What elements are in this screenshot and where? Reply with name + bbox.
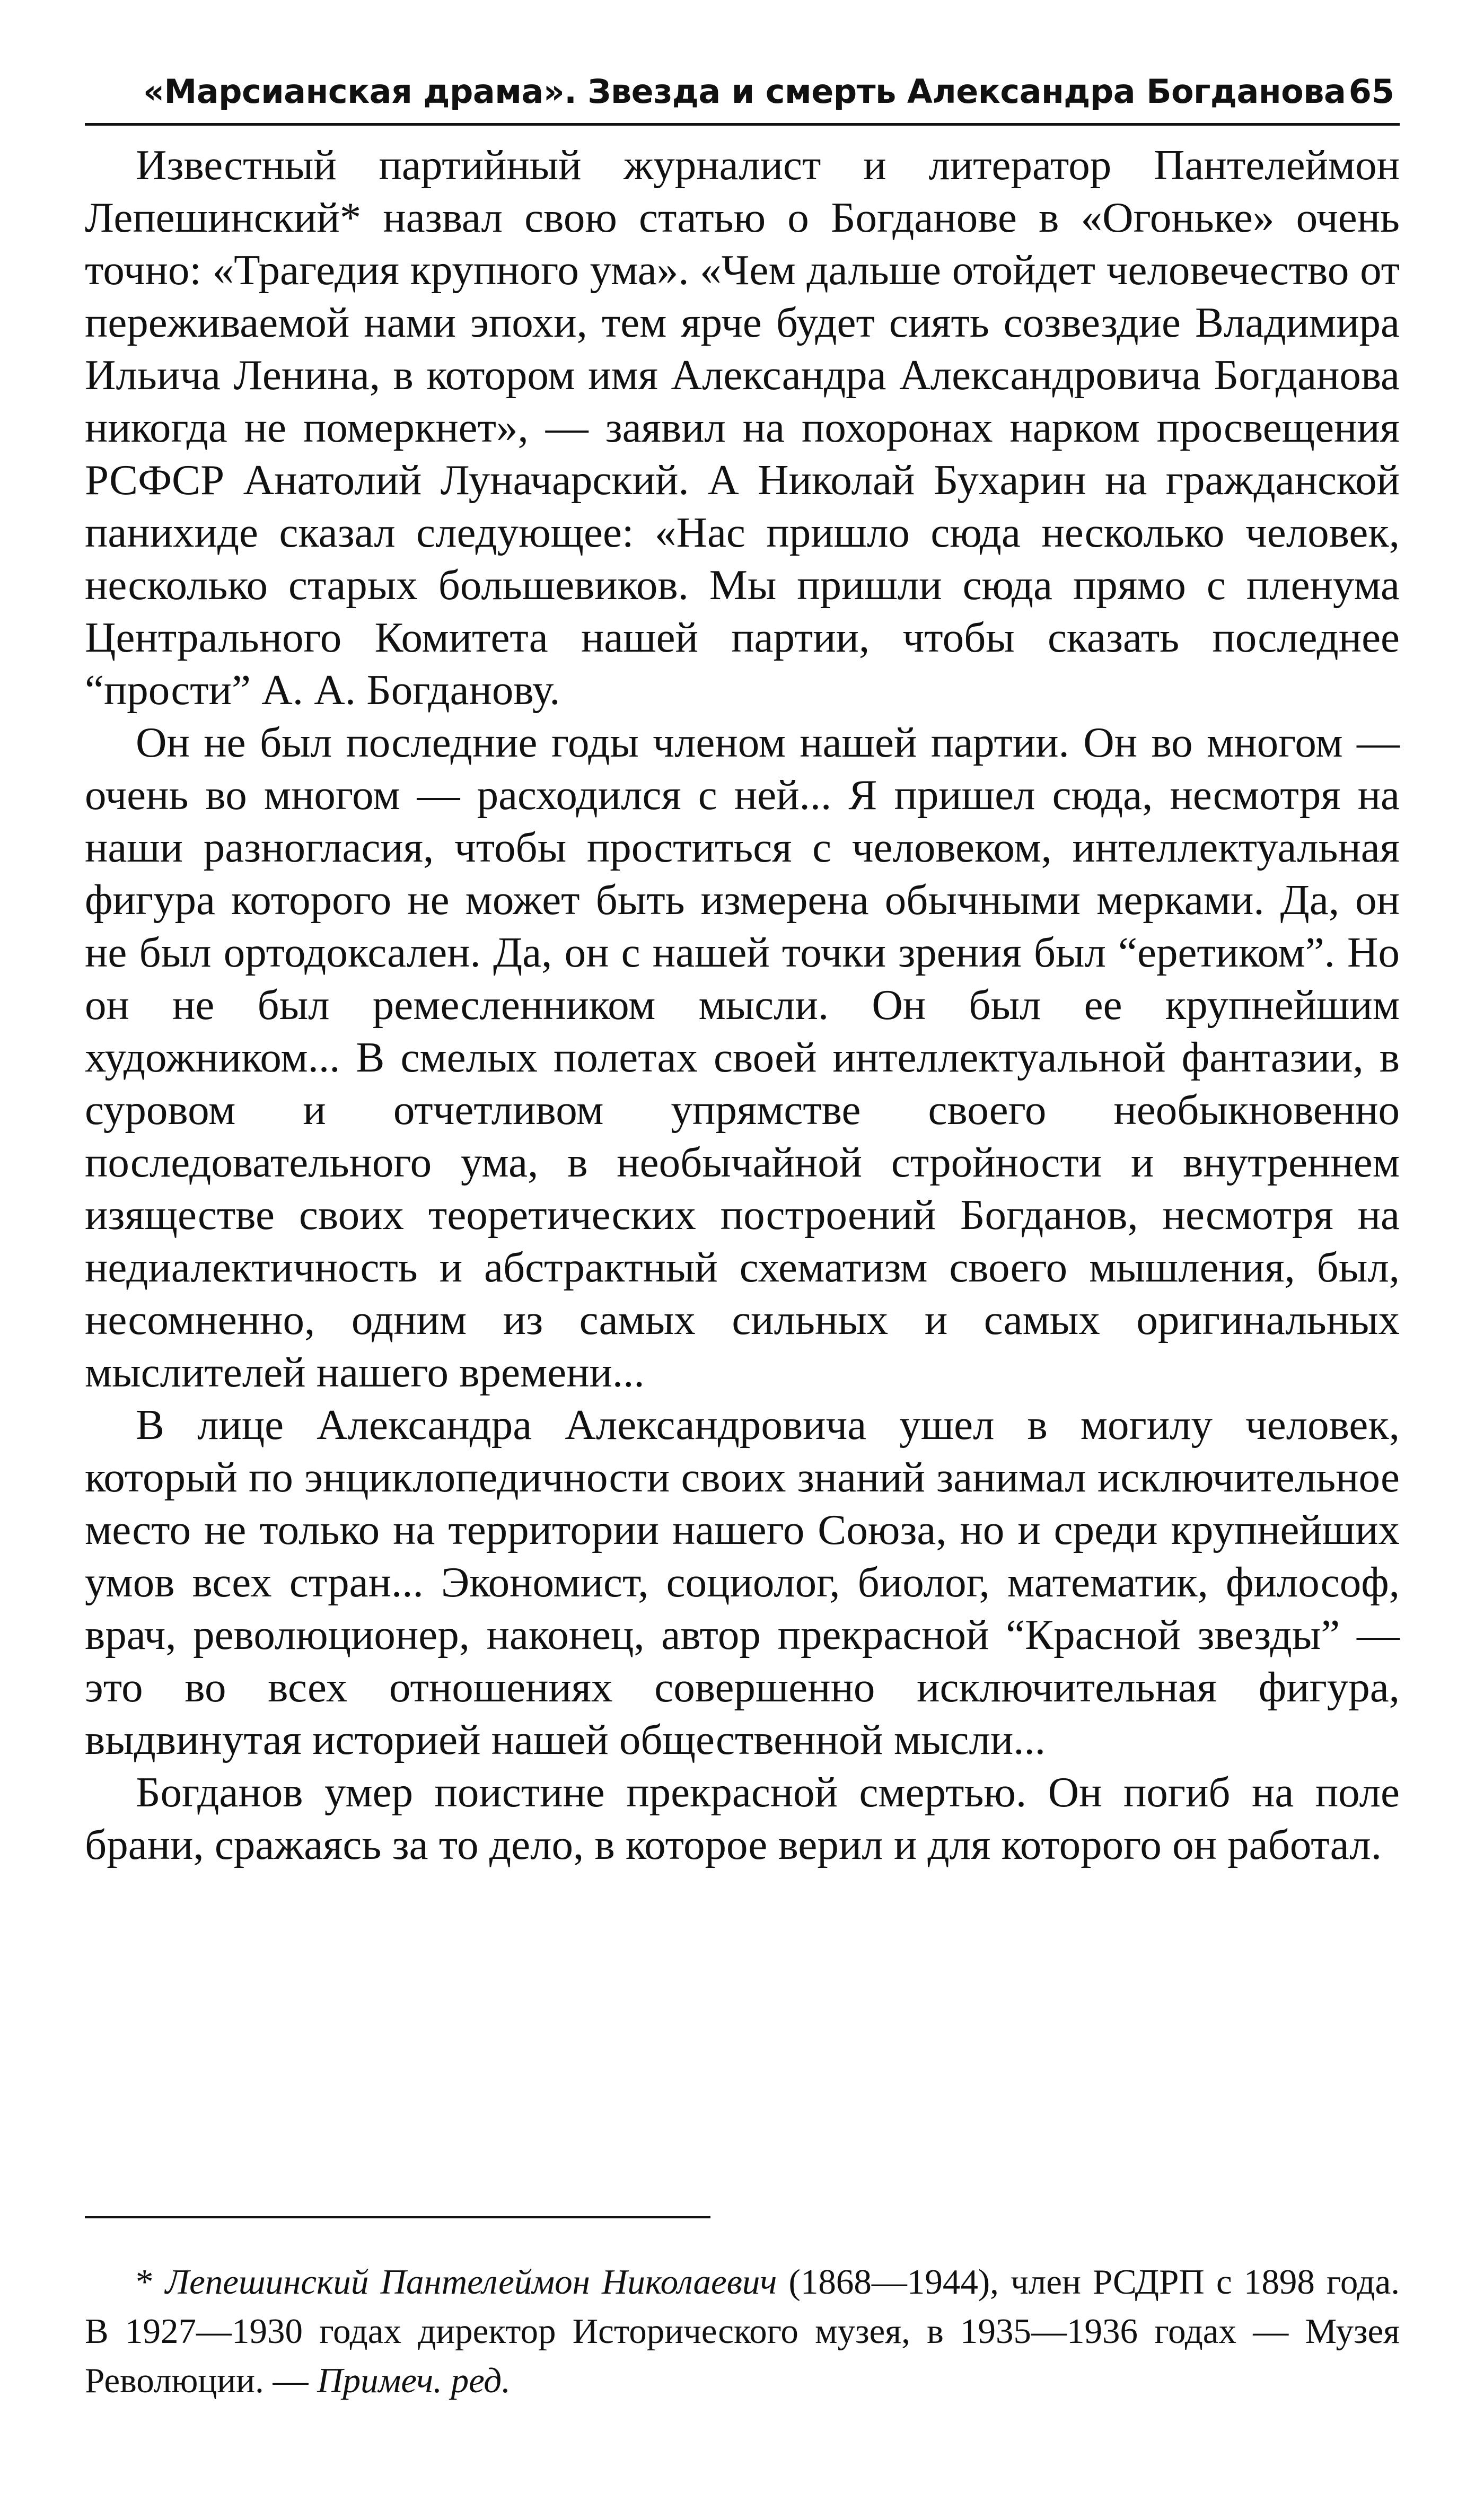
paragraph-3: В лице Александра Александровича ушел в могилу человек, который по энциклопедичности своих знаний занимал исключительное место не только на территории нашего Союза, но и среди крупнейших умов всех стран... Экономист, социолог, биолог, математик, философ, врач, революционер, наконец, автор прекрасной “Красной звезды” — это во всех отношениях совершенно исключительная фигура, выдвинутая историей нашей общественной мысли... [85,1401,1400,1763]
paragraph-1: Известный партийный журналист и литератор Пантелеймон Лепешинский* назвал свою статью о Богданове в «Огоньке» очень точно: «Трагедия крупного ума». «Чем дальше отойдет человечество от переживаемой нами эпохи, тем ярче будет сиять созвездие Владимира Ильича Ленина, в котором имя Александра Александровича Богданова никогда не померкнет», — заявил на похоронах нарком просвещения РСФСР Анатолий Луначарский. А Николай Бухарин на гражданской панихиде сказал следующее: «Нас пришло сюда несколько человек, несколько старых большевиков. Мы пришли сюда прямо с пленума Центрального Комитета нашей партии, чтобы сказать последнее “прости” А. А. Богданову. [85,141,1400,714]
footnote [85,2258,1400,2406]
book-page [85,0,1400,2502]
footnote-editor-note: Примеч. ред. [317,2361,511,2400]
footnote-rule [85,2216,710,2218]
paragraph-2: Он не был последние годы членом нашей партии. Он во многом — очень во многом — расходился с ней... Я пришел сюда, несмотря на наши разногласия, чтобы проститься с человеком, интеллектуальная фигура которого не может быть измерена обычными мерками. Да, он не был ортодоксален. Да, он с нашей точки зрения был “еретиком”. Но он не был ремесленником мысли. Он был ее крупнейшим художником... В смелых полетах своей интеллектуальной фантазии, в суровом и отчетливом упрямстве своего необыкновенно последовательного ума, в необычайной стройности и внутреннем изяществе своих теоретических построений Богданов, несмотря на недиалектичность и абстрактный схематизм своего мышления, был, несомненно, одним из самых сильных и самых оригинальных мыслителей нашего времени... [85,718,1400,1396]
footnote-text: (1868—1944), член РСДРП с 1898 года. В 1927—1930 годах директор Исторического музея, в 1935—1936 годах — Музея Революции. — [85,2262,1400,2400]
page-number: 65 [1348,72,1394,111]
footnote-marker: * [136,2262,165,2302]
running-head [85,63,1400,121]
footnote-person-name: Лепешинский Пантелеймон Николаевич [165,2262,777,2302]
running-title: «Марсианская драма». Звезда и смерть Александра Богданова [143,72,1346,111]
header-rule [85,123,1400,126]
paragraph-4: Богданов умер поистине прекрасной смертью. Он погиб на поле брани, сражаясь за то дело, в которое верил и для которого он работал. [85,1768,1400,1868]
main-text [85,139,1400,1871]
